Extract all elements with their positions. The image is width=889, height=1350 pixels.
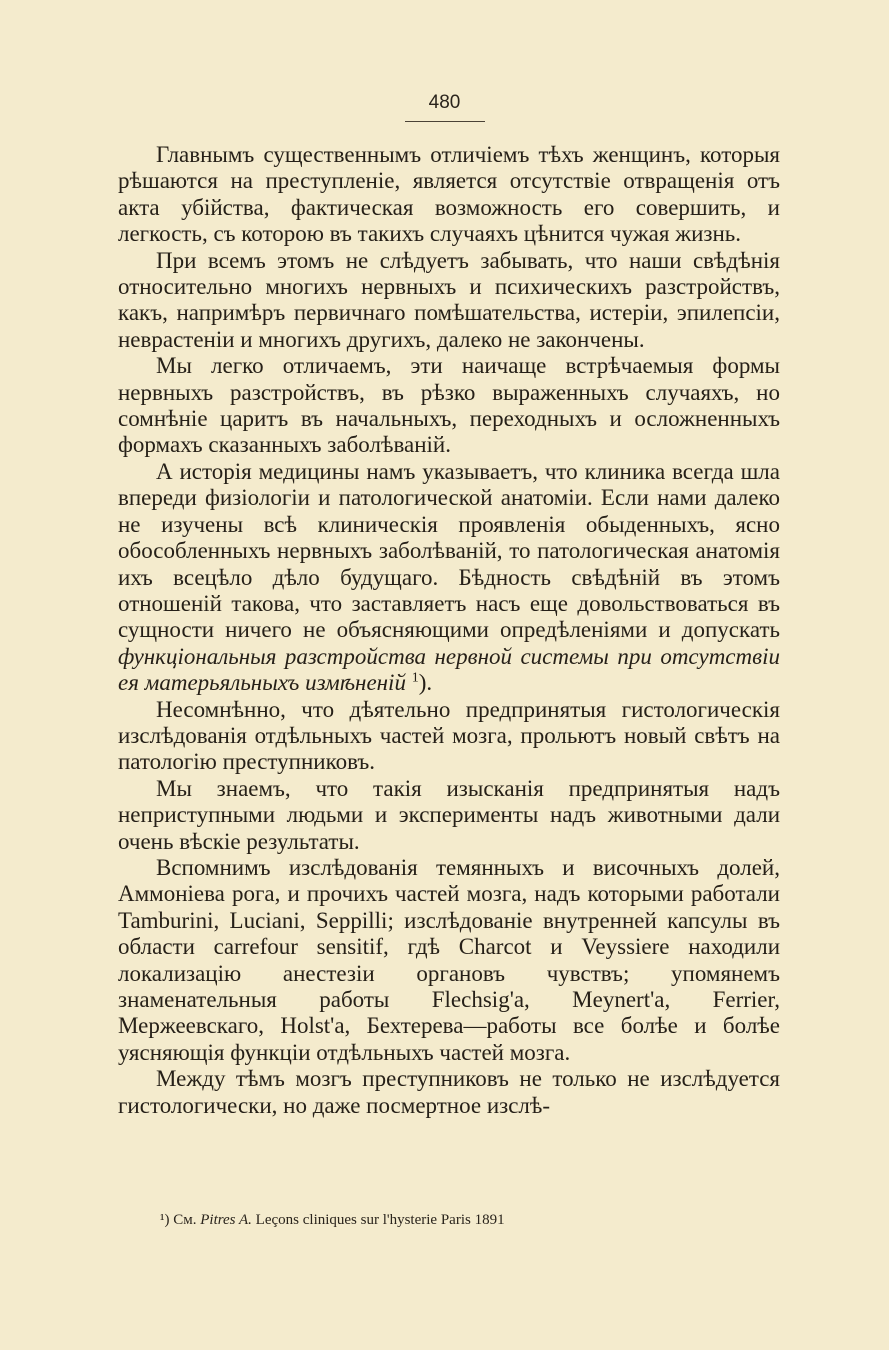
paragraph: Мы легко отличаемъ, эти наичаще встрѣчаемыя формы нервныхъ разстройствъ, въ рѣзко выраженныхъ случаяхъ, но сомнѣніе царитъ въ начальныхъ, переходныхъ и осложненныхъ формахъ сказанныхъ заболѣваній. xyxy=(118,353,780,458)
header-rule xyxy=(405,121,485,122)
footnote xyxy=(160,1212,780,1229)
footnote-prefix: См. xyxy=(173,1212,197,1228)
italic-phrase: функціональныя разстройства нервной системы при отсутствіи ея матерьяльныхъ измѣненій xyxy=(118,643,780,696)
body-text xyxy=(118,142,780,1119)
paragraph: Между тѣмъ мозгъ преступниковъ не только не изслѣдуется гистологически, но даже посмертное изслѣ- xyxy=(118,1066,780,1118)
footnote-marker: ¹) xyxy=(160,1212,170,1228)
paragraph: А исторія медицины намъ указываетъ, что клиника всегда шла впереди физіологіи и патологической анатоміи. Если нами далеко не изучены всѣ клиническія проявленія обыденныхъ, ясно обособленныхъ нервныхъ заболѣваній, то патологическая анатомія ихъ всецѣло дѣло будущаго. Бѣдность свѣдѣній въ этомъ отношеній такова, что заставляетъ насъ еще довольствоваться въ сущности ничего не объясняющими опредѣленіями и допускать функціональныя разстройства нервной системы при отсутствіи ея матерьяльныхъ измѣненій $^1$). xyxy=(118,458,780,696)
paragraph: При всемъ этомъ не слѣдуетъ забывать, что наши свѣдѣнія относительно многихъ нервныхъ и психическихъ разстройствъ, какъ, напримѣръ первичнаго помѣшательства, истеріи, эпилепсіи, неврастеніи и многихъ другихъ, далеко не закончены. xyxy=(118,247,780,352)
footnote-title: Leçons cliniques sur l'hysterie xyxy=(255,1212,438,1228)
paragraph: Мы знаемъ, что такія изысканія предпринятыя надъ неприступными людьми и эксперименты надъ животными дали очень вѣскіе результаты. xyxy=(118,775,780,854)
footnote-place-year: Paris 1891 xyxy=(440,1212,505,1228)
page-number: 480 xyxy=(428,92,461,113)
paragraph: Вспомнимъ изслѣдованія темянныхъ и височныхъ долей, Аммоніева рога, и прочихъ частей мозга, надъ которыми работали Tamburini, Luciani, Seppilli; изслѣдованіе внутренней капсулы въ области carrefour sensitif, гдѣ Charcot и Veyssiere находили локализацію анестезіи органовъ чувствъ; упомянемъ знаменательныя работы Flechsig'a, Meynert'a, Ferrier, Мержеевскаго, Holst'a, Бехтерева—работы все болѣе и болѣе уясняющія функціи отдѣльныхъ частей мозга. xyxy=(118,854,780,1065)
paragraph: Главнымъ существеннымъ отличіемъ тѣхъ женщинъ, которыя рѣшаются на преступленіе, является отсутствіе отвращенія отъ акта убійства, фактическая возможность его совершить, и легкость, съ которою въ такихъ случаяхъ цѣнится чужая жизнь. xyxy=(118,142,780,247)
footnote-ref: 1 xyxy=(411,670,419,686)
footnote-author: Pitres A. xyxy=(200,1212,252,1228)
paragraph: Несомнѣнно, что дѣятельно предпринятыя гистологическія изслѣдованія отдѣльныхъ частей мозга, прольютъ новый свѣтъ на патологію преступниковъ. xyxy=(118,696,780,775)
